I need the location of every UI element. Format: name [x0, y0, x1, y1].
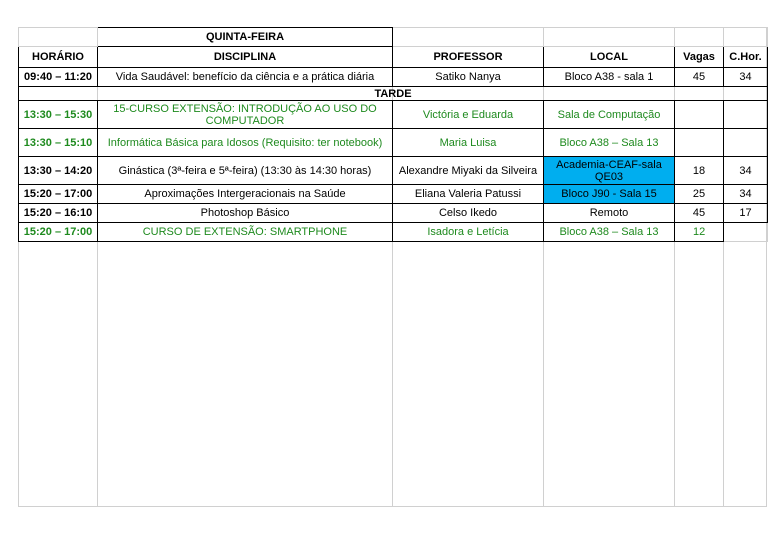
day-empty-cell [19, 28, 98, 47]
cell-choras [724, 129, 768, 157]
schedule-sheet [18, 27, 767, 507]
day-empty-cell [724, 28, 768, 47]
cell-local: Bloco J90 - Sala 15 [544, 185, 675, 204]
cell-vagas [675, 101, 724, 129]
cell-local: Remoto [544, 204, 675, 223]
cell-choras: 34 [724, 68, 768, 87]
day-empty-cell [393, 28, 544, 47]
day-title: QUINTA-FEIRA [98, 28, 393, 47]
cell-disciplina: 15-CURSO EXTENSÃO: INTRODUÇÃO AO USO DO COMPUTADOR [98, 101, 393, 129]
header-choras: C.Hor. [724, 47, 768, 68]
day-empty-cell [675, 28, 724, 47]
table-row [19, 223, 768, 242]
cell-horario: 09:40 – 11:20 [19, 68, 98, 87]
day-empty-cell [544, 28, 675, 47]
cell-vagas: 25 [675, 185, 724, 204]
cell-professor: Eliana Valeria Patussi [393, 185, 544, 204]
cell-professor: Maria Luisa [393, 129, 544, 157]
cell-choras: 17 [724, 204, 768, 223]
cell-disciplina: Aproximações Intergeracionais na Saúde [98, 185, 393, 204]
cell-professor: Alexandre Miyaki da Silveira [393, 157, 544, 185]
cell-professor: Satiko Nanya [393, 68, 544, 87]
table-row [19, 68, 768, 87]
table-row [19, 101, 768, 129]
cell-vagas [675, 129, 724, 157]
table-row [19, 204, 768, 223]
table-row [19, 185, 768, 204]
cell-choras: 34 [724, 157, 768, 185]
cell-disciplina: CURSO DE EXTENSÃO: SMARTPHONE [98, 223, 393, 242]
day-header-row [19, 28, 768, 47]
header-local: LOCAL [544, 47, 675, 68]
cell-professor: Celso Ikedo [393, 204, 544, 223]
cell-local: Bloco A38 – Sala 13 [544, 129, 675, 157]
header-disciplina: DISCIPLINA [98, 47, 393, 68]
cell-vagas: 12 [675, 223, 724, 242]
table-row [19, 157, 768, 185]
cell-horario: 15:20 – 16:10 [19, 204, 98, 223]
cell-professor: Victória e Eduarda [393, 101, 544, 129]
header-horario: HORÁRIO [19, 47, 98, 68]
cell-disciplina: Vida Saudável: benefício da ciência e a prática diária [98, 68, 393, 87]
cell-local: Bloco A38 - sala 1 [544, 68, 675, 87]
grid-guide-bottom [18, 506, 767, 507]
section-row [19, 87, 768, 101]
cell-vagas: 45 [675, 204, 724, 223]
header-professor: PROFESSOR [393, 47, 544, 68]
cell-disciplina: Photoshop Básico [98, 204, 393, 223]
cell-horario: 15:20 – 17:00 [19, 185, 98, 204]
section-tarde: TARDE [19, 87, 768, 101]
cell-choras: 34 [724, 185, 768, 204]
cell-choras [724, 101, 768, 129]
cell-horario: 15:20 – 17:00 [19, 223, 98, 242]
header-vagas: Vagas [675, 47, 724, 68]
cell-horario: 13:30 – 15:30 [19, 101, 98, 129]
schedule-table [18, 27, 768, 242]
cell-professor: Isadora e Letícia [393, 223, 544, 242]
cell-vagas: 45 [675, 68, 724, 87]
cell-disciplina: Ginástica (3ª-feira e 5ª-feira) (13:30 às 14:30 horas) [98, 157, 393, 185]
cell-local: Academia-CEAF-sala QE03 [544, 157, 675, 185]
cell-choras [724, 223, 768, 242]
cell-vagas: 18 [675, 157, 724, 185]
cell-local: Sala de Computação [544, 101, 675, 129]
cell-disciplina: Informática Básica para Idosos (Requisito: ter notebook) [98, 129, 393, 157]
cell-horario: 13:30 – 15:10 [19, 129, 98, 157]
table-row [19, 129, 768, 157]
cell-horario: 13:30 – 14:20 [19, 157, 98, 185]
cell-local: Bloco A38 – Sala 13 [544, 223, 675, 242]
column-header-row [19, 47, 768, 68]
